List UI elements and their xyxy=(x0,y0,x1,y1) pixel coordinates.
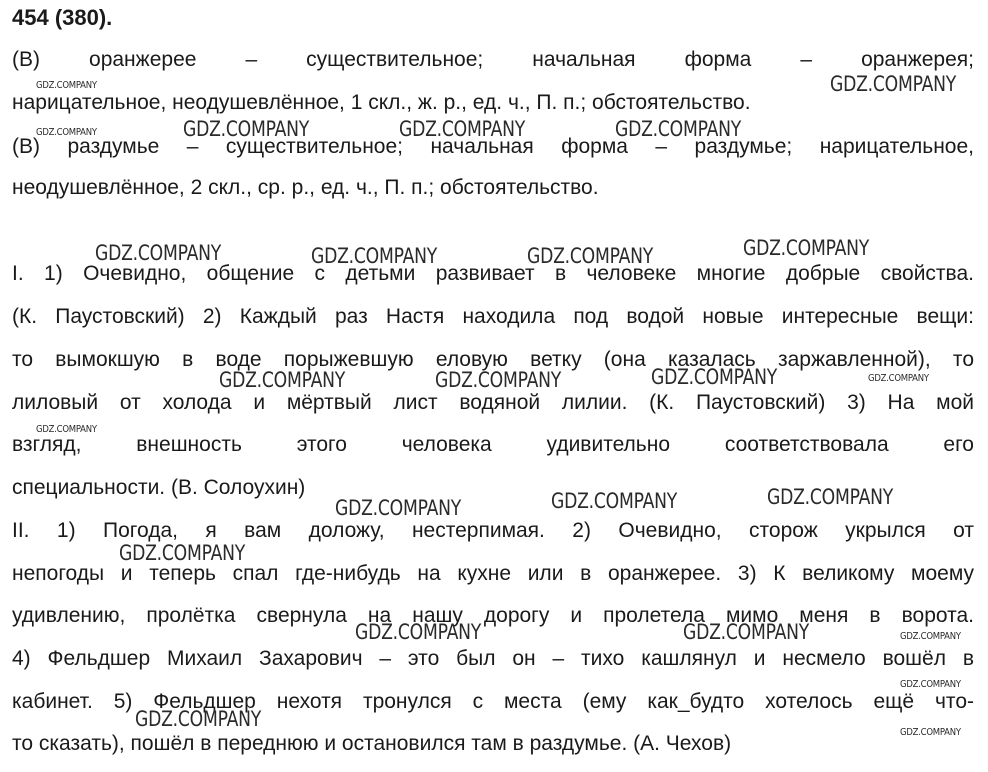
watermark: GDZ.COMPANY xyxy=(36,127,97,138)
watermark: GDZ.COMPANY xyxy=(900,631,961,642)
watermark: GDZ.COMPANY xyxy=(830,72,957,96)
text-line: II. 1) Погода, я вам доложу, нестерпимая. 2) Очевидно, сторож укрылся от xyxy=(12,519,974,542)
watermark: GDZ.COMPANY xyxy=(311,244,438,268)
watermark: GDZ.COMPANY xyxy=(36,80,97,91)
text-line: (В) раздумье – существительное; начальная форма – раздумье; нарицательное, xyxy=(12,135,974,158)
text-line: неодушевлённое, 2 скл., ср. р., ед. ч., П. п.; обстоятельство. xyxy=(12,176,599,199)
text-line: (В) оранжерее – существительное; начальная форма – оранжерея; xyxy=(12,48,974,71)
watermark: GDZ.COMPANY xyxy=(900,727,961,738)
watermark: GDZ.COMPANY xyxy=(399,117,526,141)
text-line: то вымокшую в воде порыжевшую еловую ветку (она казалась заржавленной), то xyxy=(12,348,974,371)
text-line: (К. Паустовский) 2) Каждый раз Настя находила под водой новые интересные вещи: xyxy=(12,305,974,328)
text-line: лиловый от холода и мёртвый лист водяной лилии. (К. Паустовский) 3) На мой xyxy=(12,391,974,414)
watermark: GDZ.COMPANY xyxy=(767,485,894,509)
watermark: GDZ.COMPANY xyxy=(435,368,562,392)
text-line: удивлению, пролётка свернула на нашу дорогу и пролетела мимо меня в ворота. xyxy=(12,604,974,627)
watermark: GDZ.COMPANY xyxy=(868,373,929,384)
text-line: I. 1) Очевидно, общение с детьми развивает в человеке многие добрые свойства. xyxy=(12,262,974,285)
watermark: GDZ.COMPANY xyxy=(95,241,222,265)
text-line: непогоды и теперь спал где-нибудь на кухне или в оранжерее. 3) К великому моему xyxy=(12,562,974,585)
text-line: нарицательное, неодушевлённое, 1 скл., ж. р., ед. ч., П. п.; обстоятельство. xyxy=(12,91,751,114)
watermark: GDZ.COMPANY xyxy=(36,424,97,435)
watermark: GDZ.COMPANY xyxy=(551,489,678,513)
watermark: GDZ.COMPANY xyxy=(355,620,482,644)
watermark: GDZ.COMPANY xyxy=(219,368,346,392)
watermark: GDZ.COMPANY xyxy=(651,365,778,389)
text-line: взгляд, внешность этого человека удивительно соответствовала его xyxy=(12,433,974,456)
watermark: GDZ.COMPANY xyxy=(183,117,310,141)
watermark: GDZ.COMPANY xyxy=(615,117,742,141)
watermark: GDZ.COMPANY xyxy=(527,244,654,268)
text-line: кабинет. 5) Фельдшер нехотя тронулся с места (ему как_будто хотелось ещё что- xyxy=(12,690,974,713)
watermark: GDZ.COMPANY xyxy=(683,620,810,644)
watermark: GDZ.COMPANY xyxy=(335,496,462,520)
watermark: GDZ.COMPANY xyxy=(900,679,961,690)
text-line: специальности. (В. Солоухин) xyxy=(12,476,306,499)
exercise-number: 454 (380). xyxy=(12,5,113,30)
text-line: 4) Фельдшер Михаил Захарович – это был он – тихо кашлянул и несмело вошёл в xyxy=(12,647,974,670)
watermark: GDZ.COMPANY xyxy=(743,236,870,260)
watermark: GDZ.COMPANY xyxy=(119,541,246,565)
watermark: GDZ.COMPANY xyxy=(135,707,262,731)
text-line: то сказать), пошёл в переднюю и остановился там в раздумье. (А. Чехов) xyxy=(12,732,732,755)
